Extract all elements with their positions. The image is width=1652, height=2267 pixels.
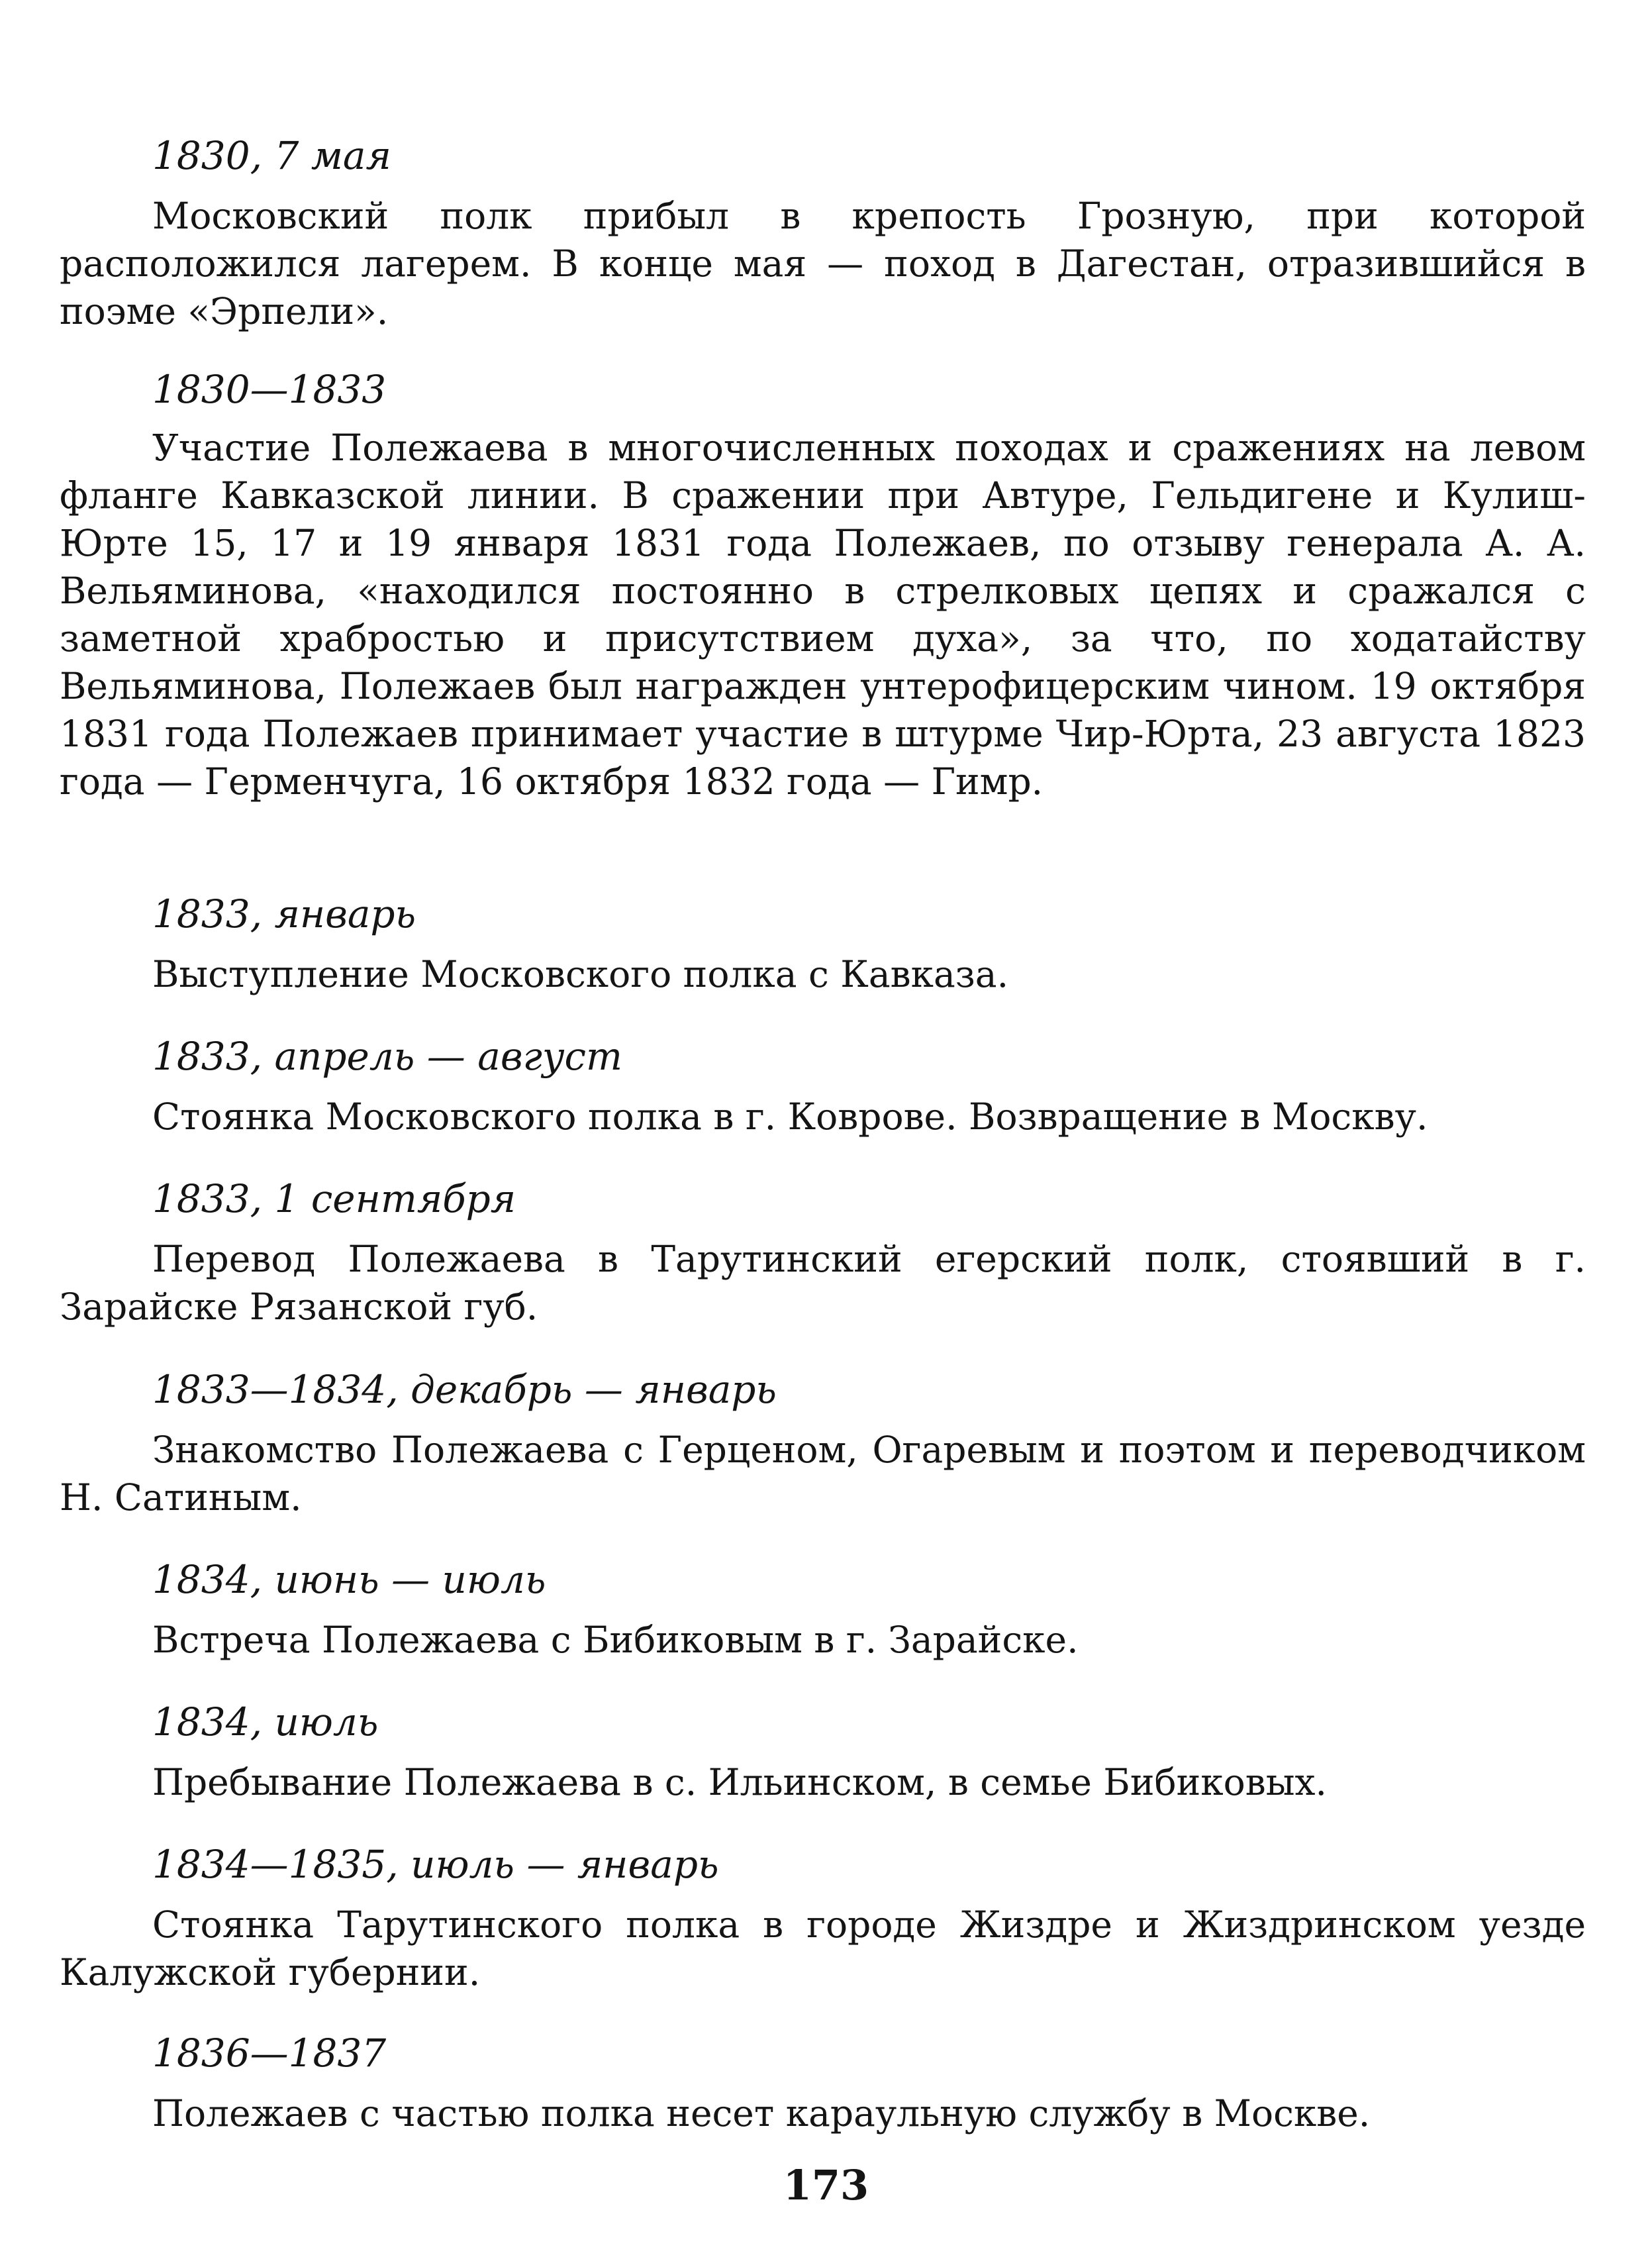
chronology-entry bbox=[60, 1699, 1586, 1806]
entry-date: 1836—1837 bbox=[152, 2031, 387, 2076]
chronology-entry bbox=[60, 1176, 1586, 1331]
entry-date: 1834, июнь — июль bbox=[152, 1557, 546, 1602]
entry-text: Выступление Московского полка с Кавказа. bbox=[152, 953, 1009, 995]
chronology-entry bbox=[60, 132, 1586, 335]
entry-text: Пребывание Полежаева в с. Ильинском, в семье Бибиковых. bbox=[152, 1761, 1327, 1803]
entry-date: 1830, 7 мая bbox=[152, 133, 391, 178]
entry-date: 1833, январь bbox=[152, 891, 416, 936]
entry-text: Встреча Полежаева с Бибиковым в г. Зарайске. bbox=[152, 1619, 1079, 1661]
chronology-entry bbox=[60, 1841, 1586, 1996]
entry-text: Стоянка Тарутинского полка в городе Жиздре и Жиздринском уезде Калужской губернии. bbox=[60, 1903, 1586, 1993]
chronology-entry bbox=[60, 891, 1586, 998]
entry-date: 1833, апрель — август bbox=[152, 1034, 623, 1079]
chronology-entry bbox=[60, 1033, 1586, 1140]
chronology-entry bbox=[60, 366, 1586, 805]
entry-date: 1833—1834, декабрь — январь bbox=[152, 1367, 777, 1412]
entry-date: 1830—1833 bbox=[152, 367, 387, 412]
chronology-entry bbox=[60, 1366, 1586, 1521]
entry-date: 1833, 1 сентября bbox=[152, 1176, 516, 1221]
entry-text: Перевод Полежаева в Тарутинский егерский полк, стоявший в г. Зарайске Рязанской губ. bbox=[60, 1238, 1586, 1328]
entry-text: Московский полк прибыл в крепость Грозную, при которой расположился лагерем. В конце мая — поход в Дагестан, отразившийся в поэме «Эрпели». bbox=[60, 195, 1586, 332]
entry-text: Участие Полежаева в многочисленных походах и сражениях на левом фланге Кавказской линии. В сражении при Автуре, Гельдигене и Кулиш-Юрте 15, 17 и 19 января 1831 года Полежаев, по отзыву генерала А. А. Вельяминова, «находился постоянно в стрелковых цепях и сражался с заметной храбростью и присутствием духа», за что, по ходатайству Вельяминова, Полежаев был награжден унтерофицерским чином. 19 октября 1831 года Полежаев принимает участие в штурме Чир-Юрта, 23 августа 1823 года — Герменчуга, 16 октября 1832 года — Гимр. bbox=[60, 427, 1586, 803]
entry-text: Полежаев с частью полка несет караульную службу в Москве. bbox=[152, 2092, 1371, 2135]
entry-text: Стоянка Московского полка в г. Коврове. Возвращение в Москву. bbox=[152, 1095, 1428, 1138]
chronology-entry bbox=[60, 2030, 1586, 2137]
page-number: 173 bbox=[783, 2161, 869, 2209]
chronology-entry bbox=[60, 1556, 1586, 1664]
entry-date: 1834, июль bbox=[152, 1699, 379, 1744]
entry-date: 1834—1835, июль — январь bbox=[152, 1842, 719, 1887]
entry-text: Знакомство Полежаева с Герценом, Огаревым и поэтом и переводчиком Н. Сатиным. bbox=[60, 1429, 1586, 1519]
